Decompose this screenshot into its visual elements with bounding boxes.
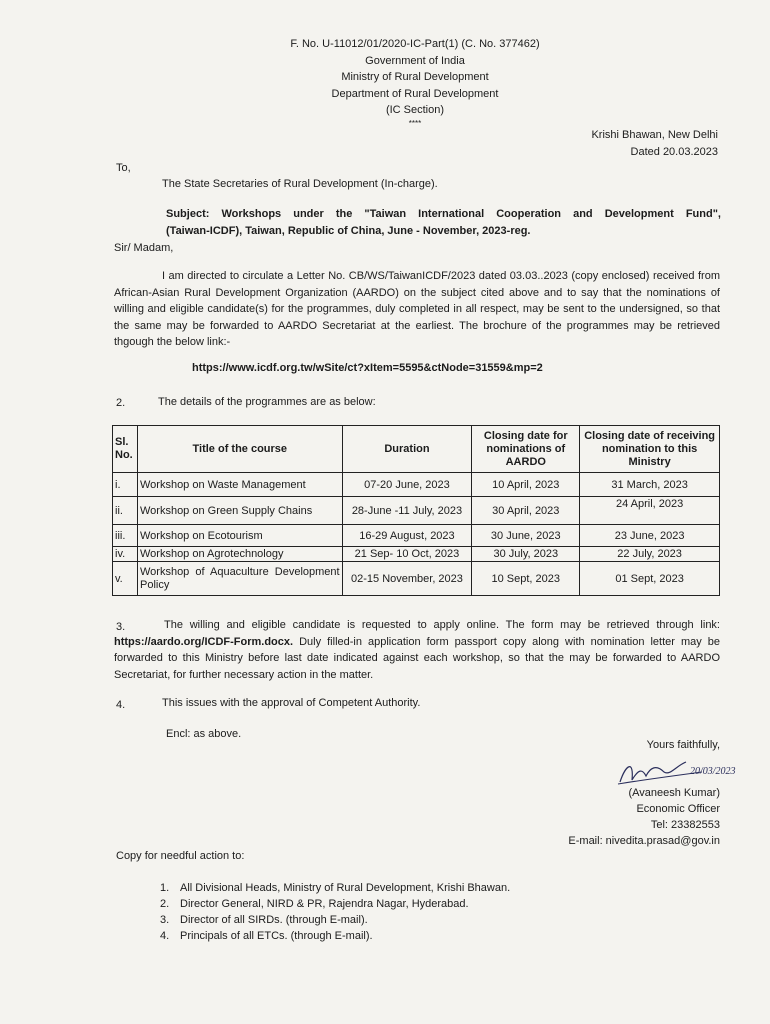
list-text: Director of all SIRDs. (through E-mail). — [180, 914, 368, 926]
paragraph-2: The details of the programmes are as below: — [158, 396, 376, 408]
table-row — [113, 525, 720, 547]
signatory-name: (Avaneesh Kumar) — [628, 787, 720, 799]
list-number: 3. — [160, 914, 170, 926]
salutation: Sir/ Madam, — [114, 242, 174, 254]
cell-duration: 21 Sep- 10 Oct, 2023 — [342, 547, 472, 562]
cell-title: Workshop on Ecotourism — [137, 525, 342, 547]
list-number: 1. — [160, 882, 170, 894]
cell-closing-aardo: 10 Sept, 2023 — [472, 562, 580, 596]
svg-text:20/03/2023: 20/03/2023 — [690, 766, 736, 777]
cell-title: Workshop on Waste Management — [137, 473, 342, 497]
table-row — [113, 562, 720, 596]
cell-closing-aardo: 10 April, 2023 — [472, 473, 580, 497]
cell-title: Workshop of Aquaculture Development Policy — [137, 562, 342, 596]
cell-closing-aardo: 30 June, 2023 — [472, 525, 580, 547]
table-row — [113, 497, 720, 525]
paragraph-3 — [114, 617, 720, 683]
cell-title: Workshop on Green Supply Chains — [137, 497, 342, 525]
paragraph-3-text-a: The willing and eligible candidate is requested to apply online. The form may be retrieved through link: — [164, 619, 720, 631]
header-stars: **** — [408, 118, 422, 128]
to-label: To, — [116, 162, 131, 174]
cell-closing-aardo: 30 July, 2023 — [472, 547, 580, 562]
place: Krishi Bhawan, New Delhi — [591, 129, 718, 141]
cell-sl: iii. — [113, 525, 138, 547]
signatory-designation: Economic Officer — [636, 803, 720, 815]
form-link[interactable]: https://aardo.org/ICDF-Form.docx. — [114, 635, 294, 648]
brochure-link[interactable]: https://www.icdf.org.tw/wSite/ct?xItem=5595&ctNode=31559&mp=2 — [192, 362, 543, 374]
cell-closing-ministry: 01 Sept, 2023 — [580, 562, 720, 596]
signatory-tel: Tel: 23382553 — [650, 819, 720, 831]
cell-closing-ministry: 24 April, 2023 — [580, 497, 720, 525]
list-number: 4. — [160, 930, 170, 942]
addressee: The State Secretaries of Rural Development (In-charge). — [162, 178, 438, 190]
cell-duration: 28-June -11 July, 2023 — [342, 497, 472, 525]
subject-line-2: (Taiwan-ICDF), Taiwan, Republic of China, June - November, 2023-reg. — [166, 224, 531, 237]
cell-closing-aardo: 30 April, 2023 — [472, 497, 580, 525]
table-row — [113, 473, 720, 497]
list-number: 2. — [160, 898, 170, 910]
cell-duration: 02-15 November, 2023 — [342, 562, 472, 596]
header-duration: Duration — [342, 426, 472, 473]
table-row — [113, 547, 720, 562]
header-title: Title of the course — [137, 426, 342, 473]
header-section: (IC Section) — [385, 104, 445, 116]
list-text: All Divisional Heads, Ministry of Rural Development, Krishi Bhawan. — [180, 882, 511, 894]
letter-date: Dated 20.03.2023 — [630, 145, 718, 158]
cell-closing-ministry: 22 July, 2023 — [580, 547, 720, 562]
cell-duration: 16-29 August, 2023 — [342, 525, 472, 547]
cell-sl: ii. — [113, 497, 138, 525]
list-item — [160, 928, 510, 944]
paragraph-4: This issues with the approval of Competent Authority. — [162, 697, 421, 709]
copy-list — [160, 880, 510, 944]
list-item — [160, 912, 510, 928]
programmes-table — [112, 425, 720, 596]
list-item — [160, 880, 510, 896]
list-text: Principals of all ETCs. (through E-mail). — [180, 930, 373, 942]
para-2-number: 2. — [116, 397, 126, 409]
file-number: F. No. U-11012/01/2020-IC-Part(1) (C. No. 377462) — [290, 38, 540, 50]
paragraph-3-text-b: Duly filled-in application form passport copy along with nomination letter may be forwarded to this Ministry before last date indicated against each workshop, so that the may be forwarded to AARDO Secretariat, for further necessary action in the matter. — [114, 635, 720, 681]
signatory-email: E-mail: nivedita.prasad@gov.in — [568, 835, 720, 847]
header-ministry: Ministry of Rural Development — [341, 71, 489, 83]
copy-heading: Copy for needful action to: — [116, 850, 245, 862]
enclosure: Encl: as above. — [166, 728, 242, 740]
list-text: Director General, NIRD & PR, Rajendra Nagar, Hyderabad. — [180, 898, 469, 910]
cell-sl: iv. — [113, 547, 138, 562]
closing: Yours faithfully, — [646, 739, 720, 751]
header-government: Government of India — [365, 54, 465, 67]
cell-duration: 07-20 June, 2023 — [342, 473, 472, 497]
cell-title: Workshop on Agrotechnology — [137, 547, 342, 562]
paragraph-1: I am directed to circulate a Letter No. CB/WS/TaiwanICDF/2023 dated 03.03..2023 (copy enclosed) received from African-Asian Rural Development Organization (AARDO) on the subject cited above and to say that the nominations of willing and eligible candidate(s) for the programmes, duly completed in all respect, may be sent to the undersigned, so that the same may be forwarded to AARDO Secretariat at the earliest. The brochure of the programmes may be retrieved thgough the below link:- — [114, 270, 720, 348]
header-closing-ministry: Closing date of receiving nomination to this Ministry — [580, 426, 720, 473]
para-4-number: 4. — [116, 699, 126, 711]
cell-sl: v. — [113, 562, 138, 596]
para-3-number: 3. — [116, 621, 126, 633]
cell-sl: i. — [113, 473, 138, 497]
cell-closing-ministry: 31 March, 2023 — [580, 473, 720, 497]
header-sl-no: Sl. No. — [113, 426, 138, 473]
header-department: Department of Rural Development — [331, 87, 499, 100]
table-header-row — [113, 426, 720, 473]
list-item — [160, 896, 510, 912]
cell-closing-ministry: 23 June, 2023 — [580, 525, 720, 547]
header-closing-aardo: Closing date for nominations of AARDO — [472, 426, 580, 473]
subject-line-1: Subject: Workshops under the "Taiwan International Cooperation and Development Fund", — [166, 208, 721, 220]
